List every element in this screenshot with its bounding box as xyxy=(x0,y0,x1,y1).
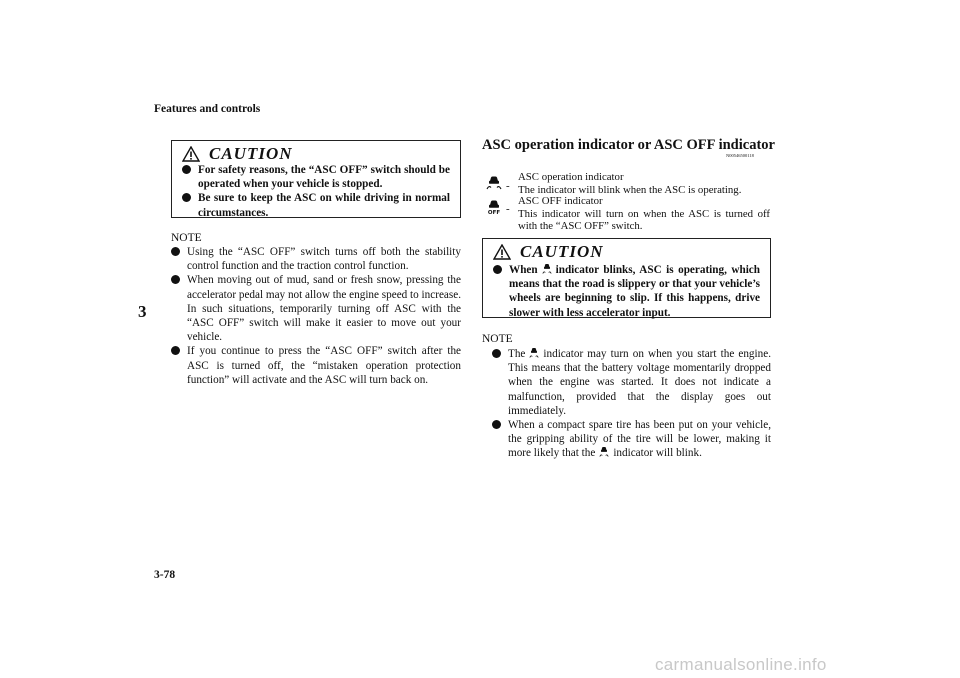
note-item: Using the “ASC OFF” switch turns off both the stability control function and the traction control function. xyxy=(171,245,461,273)
asc-indicator-icon xyxy=(542,263,552,274)
note-label: NOTE xyxy=(482,333,513,345)
chapter-number: 3 xyxy=(138,302,147,321)
note-item: If you continue to press the “ASC OFF” switch after the ASC is turned off, the “mistaken operation protection function” will activate and the ASC will turn back on. xyxy=(171,344,461,387)
indicator-text: This indicator will turn on when the ASC is turned off with the “ASC OFF” switch. xyxy=(518,207,770,232)
asc-indicator-icon xyxy=(529,347,539,358)
bullet-icon xyxy=(182,193,191,202)
bullet-icon xyxy=(171,247,180,256)
page-header: Features and controls xyxy=(154,103,261,115)
indicator-description xyxy=(518,171,741,196)
svg-text:OFF: OFF xyxy=(487,210,501,215)
left-caution-box xyxy=(171,140,461,218)
watermark: carmanualsonline.info xyxy=(655,655,827,674)
note-list xyxy=(492,347,771,461)
caution-header xyxy=(182,144,293,164)
caution-title: CAUTION xyxy=(520,242,604,261)
page-number: 3-78 xyxy=(154,569,176,581)
asc-indicator-icon xyxy=(599,446,609,457)
bullet-icon xyxy=(493,265,502,274)
caution-title: CAUTION xyxy=(209,144,293,163)
note-label: NOTE xyxy=(171,232,202,244)
asc-operation-indicator-icon xyxy=(486,174,502,190)
indicator-title: ASC OFF indicator xyxy=(518,195,603,207)
bullet-icon xyxy=(171,275,180,284)
caution-header xyxy=(493,242,604,262)
caution-item: When indicator blinks, ASC is operating, which means that the road is slippery or that your vehicle’s wheels are beginning to slip. If this happens, drive slower with less accelerator input. xyxy=(493,263,760,320)
warning-triangle-icon xyxy=(493,244,511,260)
bullet-icon xyxy=(171,346,180,355)
caution-item: Be sure to keep the ASC on while driving in normal circumstances. xyxy=(182,191,450,219)
indicator-dash: - xyxy=(506,203,510,215)
asc-off-indicator-icon xyxy=(486,199,502,215)
note-item: The indicator may turn on when you start the engine. This means that the battery voltage momentarily dropped when the engine was started. It does not indicate a malfunction, provided that the display goes out immediately. xyxy=(492,347,771,418)
section-code: N00546500118 xyxy=(726,153,754,158)
note-list xyxy=(171,245,461,387)
indicator-title: ASC operation indicator xyxy=(518,171,624,183)
indicator-dash: - xyxy=(506,180,510,192)
indicator-text: The indicator will blink when the ASC is operating. xyxy=(518,183,742,196)
note-item: When a compact spare tire has been put on your vehicle, the gripping ability of the tire will be lower, making it more likely that the indicator will blink. xyxy=(492,418,771,461)
warning-triangle-icon xyxy=(182,146,200,162)
bullet-icon xyxy=(182,165,191,174)
caution-list xyxy=(493,263,760,320)
bullet-icon xyxy=(492,420,501,429)
caution-item: For safety reasons, the “ASC OFF” switch should be operated when your vehicle is stopped. xyxy=(182,163,450,191)
note-item: When moving out of mud, sand or fresh snow, pressing the accelerator pedal may not allow the engine speed to increase. In such situations, temporarily turning off ASC with the “ASC OFF” switch will make it easier to move out your vehicle. xyxy=(171,273,461,344)
indicator-description xyxy=(518,195,770,233)
right-caution-box xyxy=(482,238,771,318)
bullet-icon xyxy=(492,349,501,358)
section-title: ASC operation indicator or ASC OFF indicator xyxy=(482,137,775,153)
caution-list xyxy=(182,163,450,220)
